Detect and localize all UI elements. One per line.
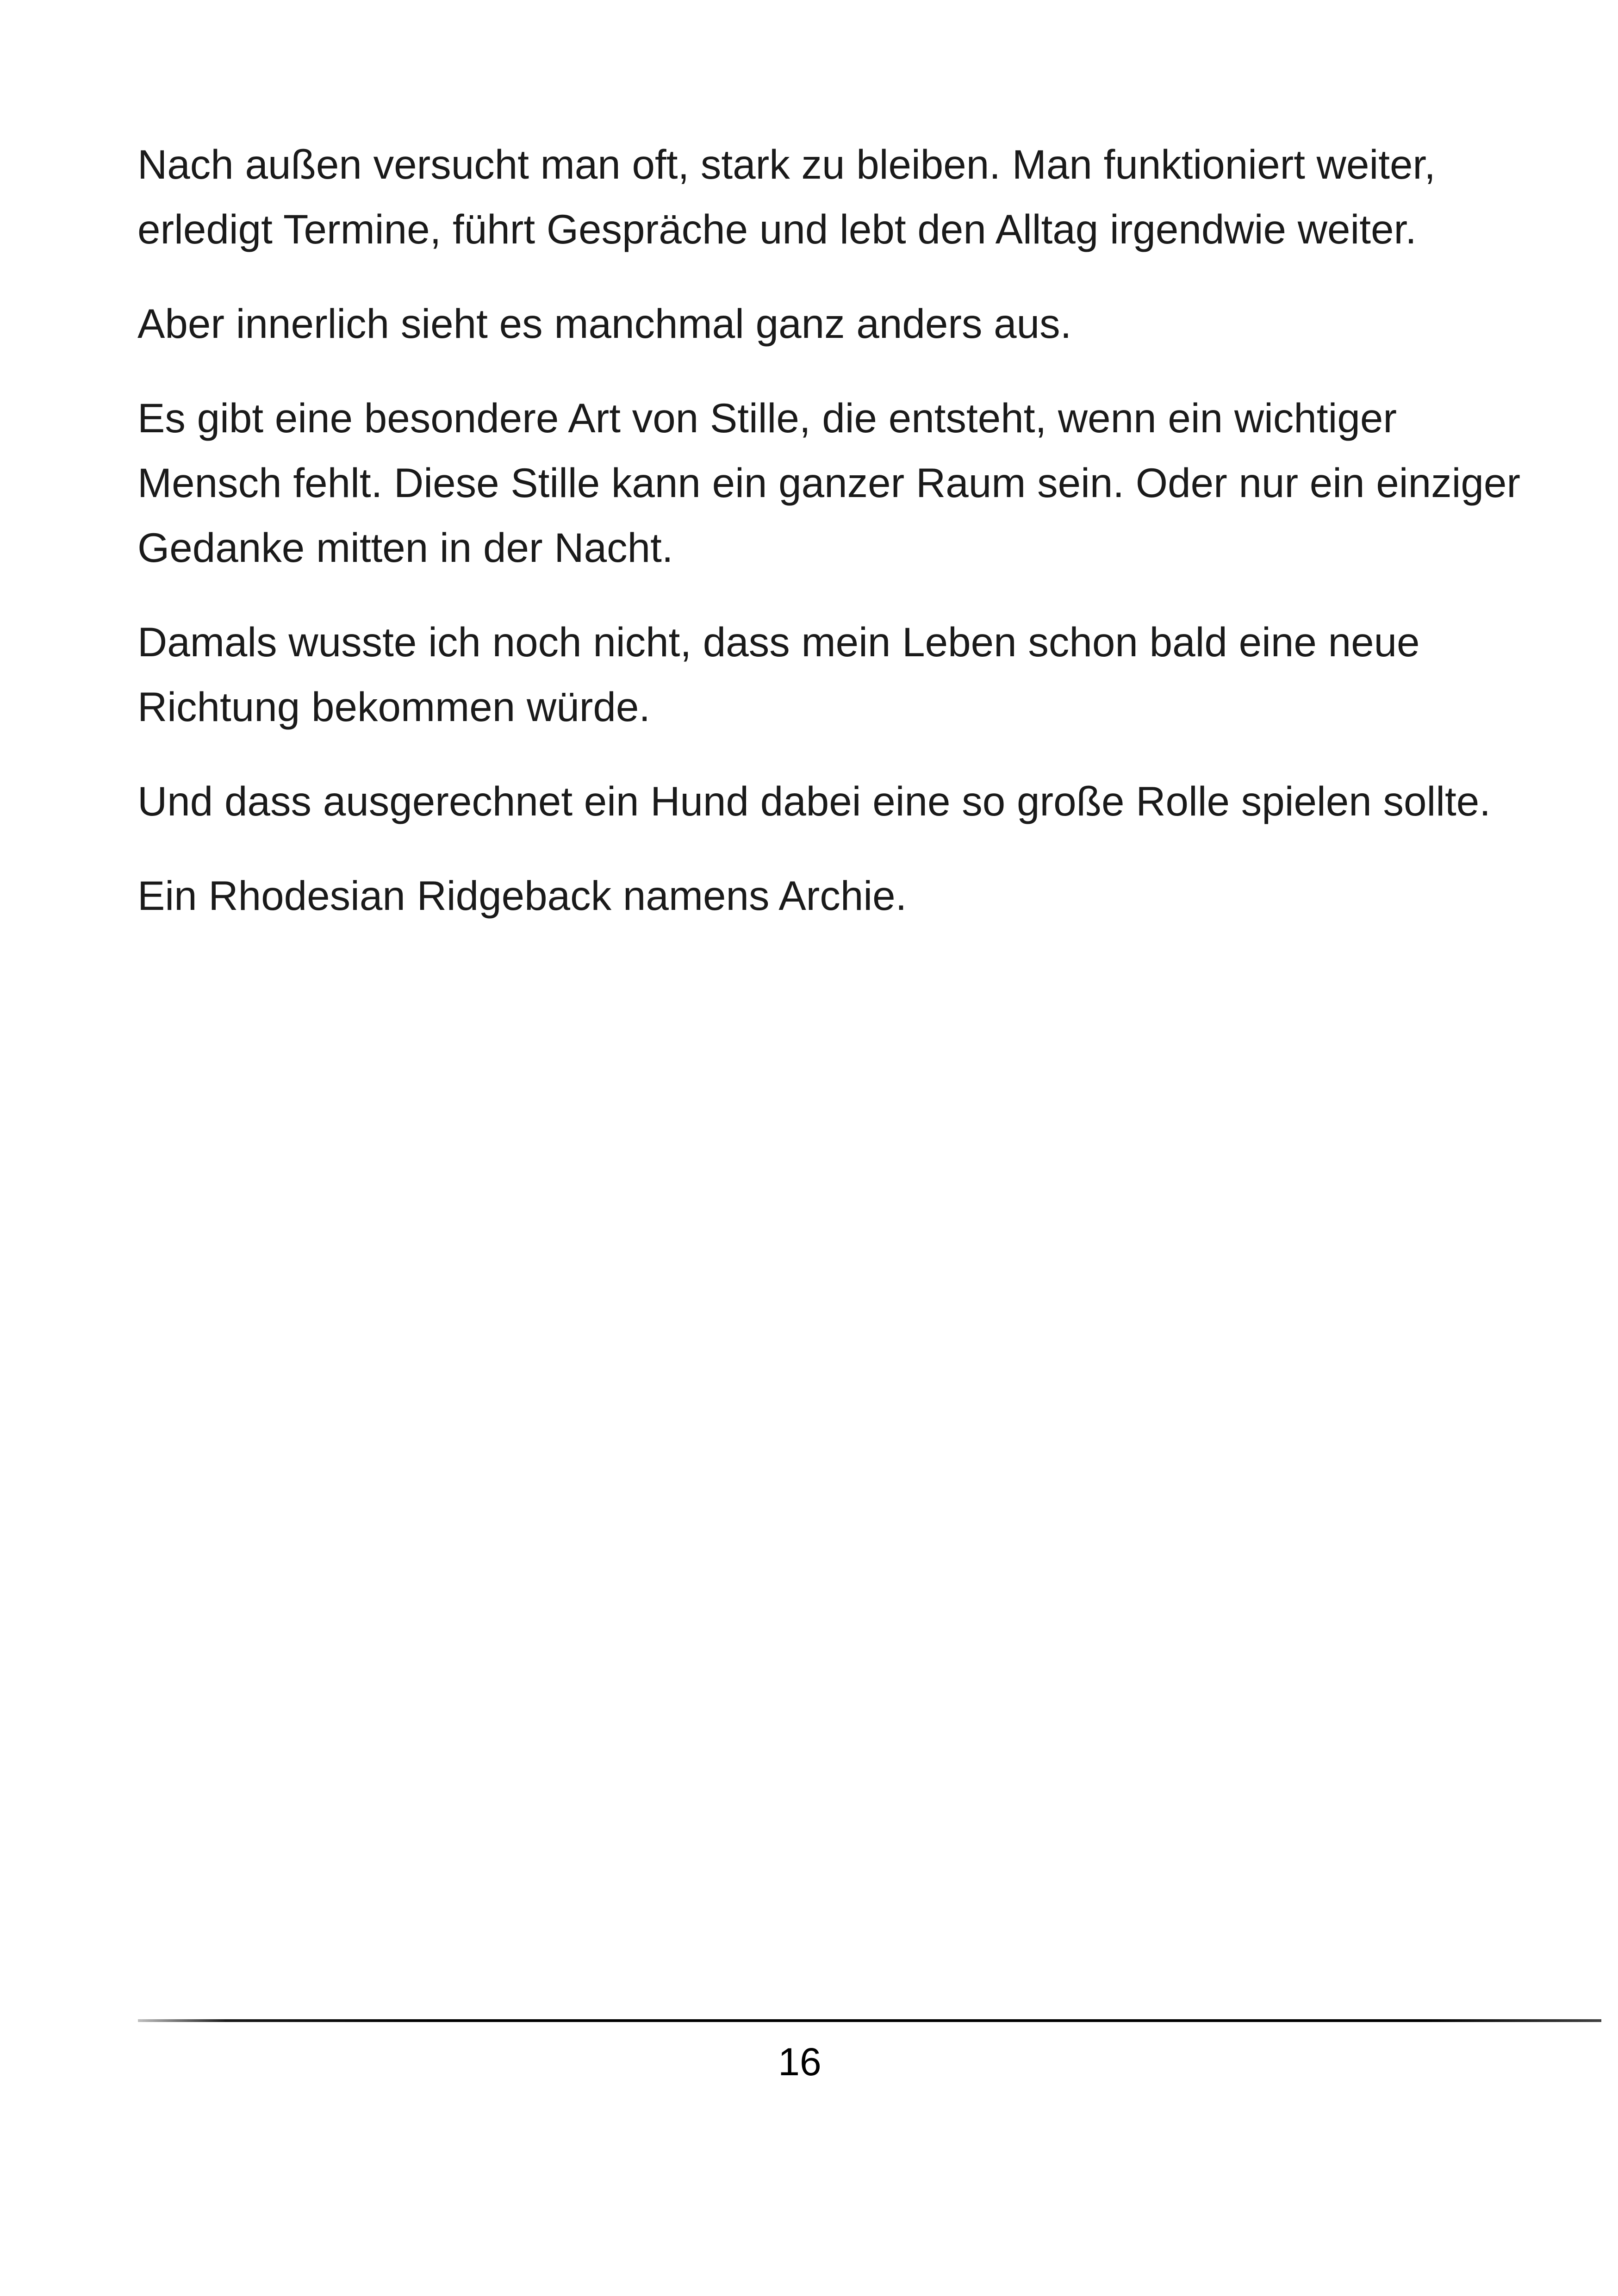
paragraph-1: Nach außen versucht man oft, stark zu bleiben. Man funktioniert weiter, erledigt Termine, führt Gespräche und lebt den Alltag irgendwie weiter. xyxy=(137,141,1436,252)
paragraph-5: Und dass ausgerechnet ein Hund dabei eine so große Rolle spielen sollte. xyxy=(137,778,1491,824)
paragraph-6: Ein Rhodesian Ridgeback namens Archie. xyxy=(137,872,907,919)
body-text xyxy=(137,132,1531,958)
paragraph-2: Aber innerlich sieht es manchmal ganz anders aus. xyxy=(137,300,1072,347)
page-number: 16 xyxy=(778,2040,821,2084)
footer-rule xyxy=(138,2019,1601,2022)
paragraph-4: Damals wusste ich noch nicht, dass mein Leben schon bald eine neue Richtung bekommen würde. xyxy=(137,619,1420,730)
paragraph-3: Es gibt eine besondere Art von Stille, die entsteht, wenn ein wichtiger Mensch fehlt. Diese Stille kann ein ganzer Raum sein. Oder nur ein einziger Gedanke mitten in der Nacht. xyxy=(137,395,1520,571)
